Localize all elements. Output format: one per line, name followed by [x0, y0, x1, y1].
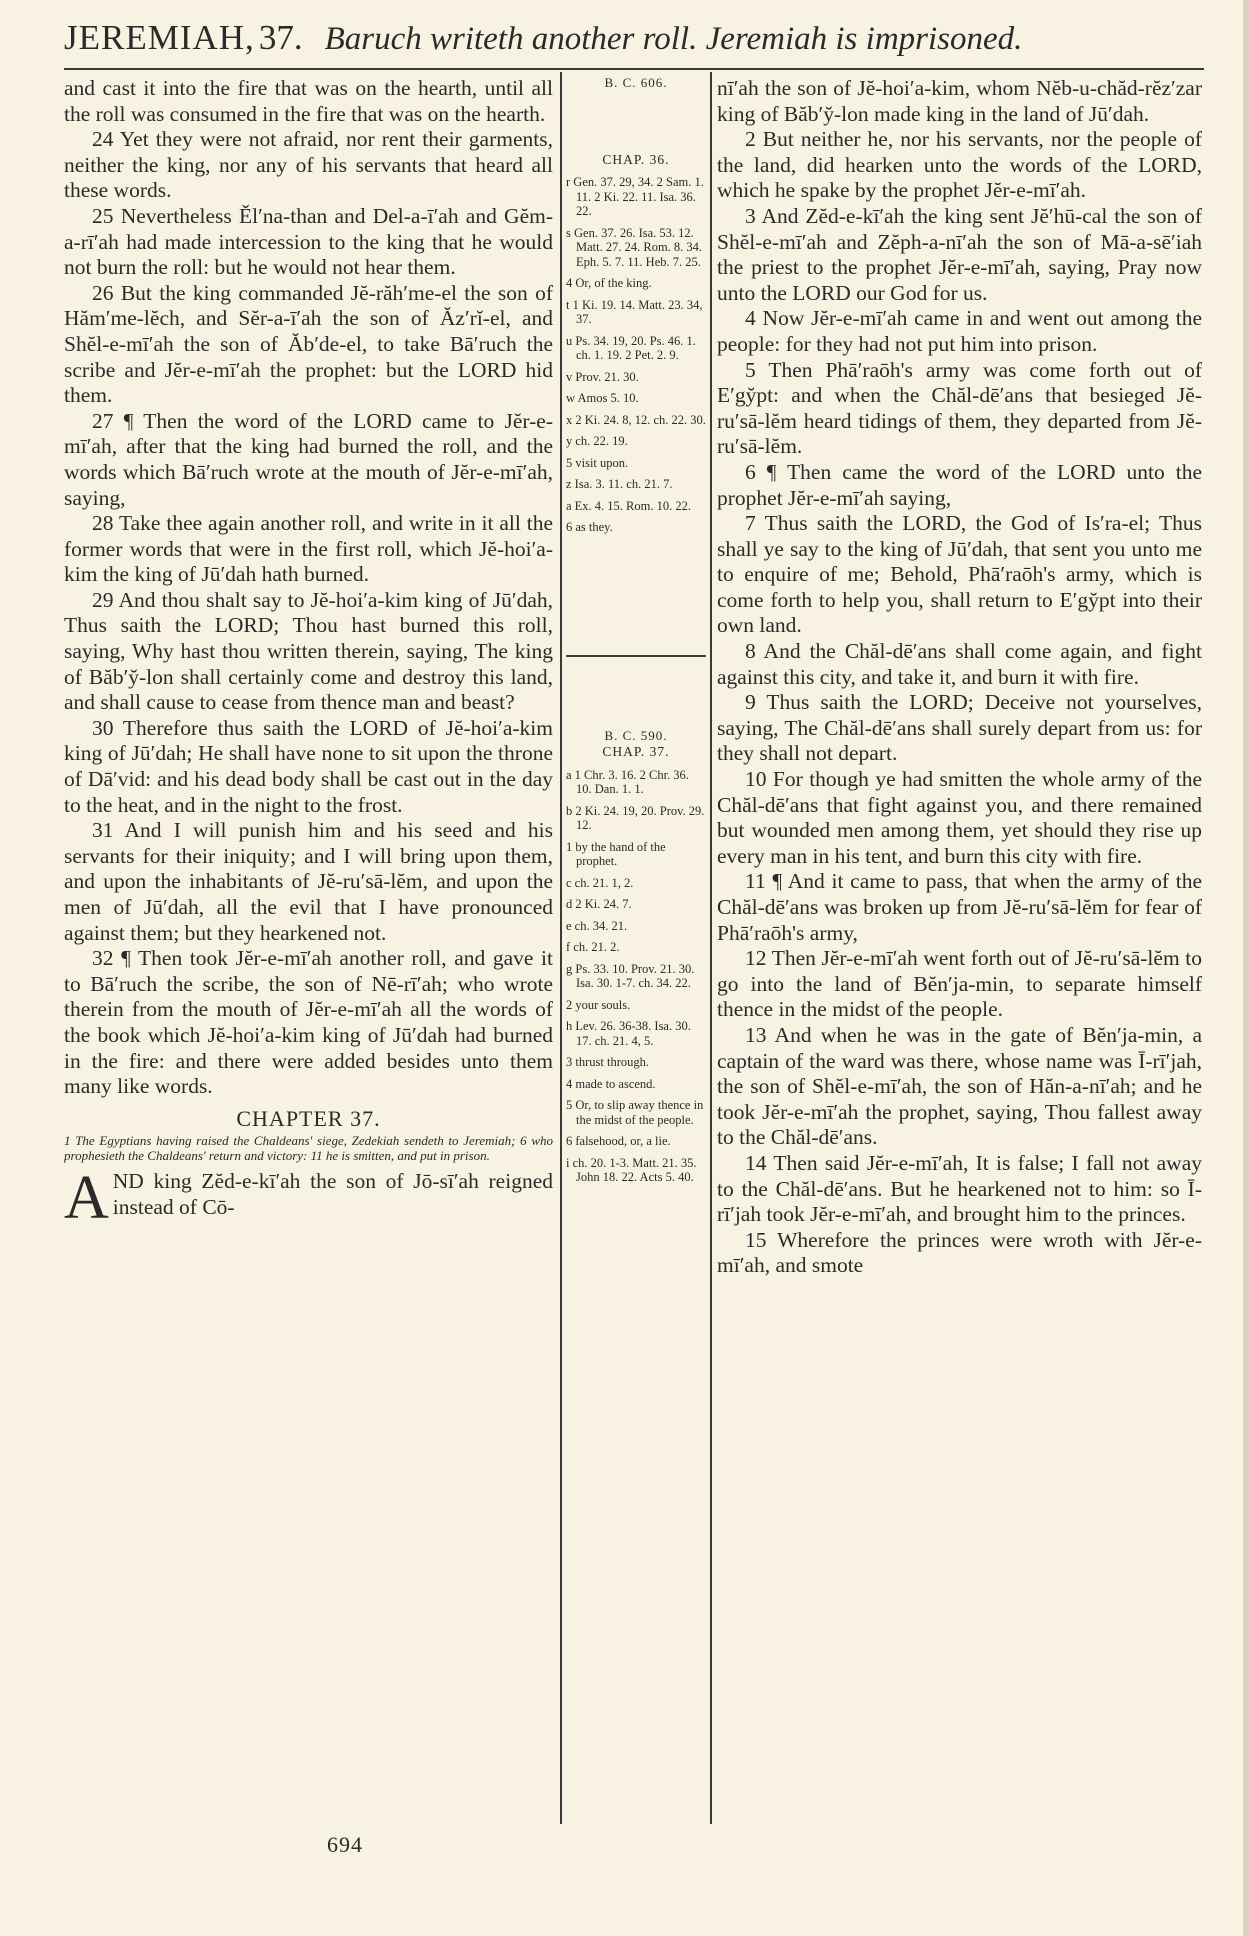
book-name: JEREMIAH,	[64, 18, 255, 57]
cross-reference: x 2 Ki. 24. 8, 12. ch. 22. 30.	[566, 412, 706, 427]
verse-3: 3 And Zĕd-e-kī′ah the king sent Jĕ′hū-cal the son of Shĕl-e-mī′ah and Zĕph-a-nī′ah the son of Mā-a-sē′iah the priest to the prophet Jĕr-e-mī′ah, saying, Pray now unto the LORD our God for us.	[717, 203, 1202, 305]
cross-reference: a 1 Chr. 3. 16. 2 Chr. 36. 10. Dan. 1. 1.	[566, 767, 689, 796]
cross-reference: f ch. 21. 2.	[566, 940, 620, 954]
references-bottom	[566, 768, 706, 1185]
verse-28: 28 Take thee again another roll, and write in it all the former words that were in the first roll, which Jĕ-hoi′a-kim the king of Jū′dah hath burned.	[64, 511, 553, 587]
date-label-top: B. C. 606.	[604, 76, 668, 90]
verse-29: 29 And thou shalt say to Jĕ-hoi′a-kim king of Jū′dah, Thus saith the LORD; Thou hast burned this roll, saying, Why hast thou written therein, saying, The king of Băb′y̆-lon shall certainly come and destroy this land, and shall cause to cease from thence man and beast?	[64, 587, 553, 715]
running-head	[64, 18, 1204, 68]
verse-text: and cast it into the fire that was on the hearth, until all the roll was consumed in the fire that was on the hearth.	[64, 76, 553, 126]
verse-4: 4 Now Jĕr-e-mī′ah came in and went out among the people: for they had not put him into prison.	[717, 306, 1202, 356]
cross-reference: y ch. 22. 19.	[566, 434, 628, 448]
verse-31: 31 And I will punish him and his seed and his servants for their iniquity; and I will bring upon them, and upon the inhabitants of Jĕ-ru′sā-lĕm, and upon the men of Jū′dah, all the evil that I have pronounced against them; but they hearkened not.	[64, 818, 553, 945]
verse-1	[64, 1164, 553, 1233]
verse-5: 5 Then Phā′raōh's army was come forth out of E′gy̆pt: and when the Chăl-dē′ans that besieged Jĕ-ru′sā-lĕm heard tidings of them, they departed from Jĕ-ru′sā-lĕm.	[717, 357, 1202, 459]
left-text-column	[64, 76, 553, 1826]
chapter-number: 37.	[258, 18, 303, 57]
chapter-label-bottom: CHAP. 37.	[602, 744, 670, 759]
page-number: 694	[327, 1832, 363, 1857]
cross-reference: d 2 Ki. 24. 7.	[566, 897, 632, 911]
cross-reference: c ch. 21. 1, 2.	[566, 875, 634, 890]
references-top	[566, 175, 706, 535]
cross-reference: 5 Or, to slip away thence in the midst of the people.	[566, 1098, 704, 1127]
verse-32: 32 ¶ Then took Jĕr-e-mī′ah another roll, and gave it to Bā′ruch the scribe, the son of Nē-rī′ah; who wrote therein from the mouth of Jĕr-e-mī′ah all the words of the book which Jĕ-hoi′a-kim king of Jū′dah had burned in the fire: and there were added besides unto them many like words.	[64, 946, 553, 1099]
verse-11: 11 ¶ And it came to pass, that when the army of the Chăl-dē′ans was broken up from Jĕ-ru′sā-lĕm for fear of Phā′raōh's army,	[717, 869, 1202, 945]
verse-1-continued: nī′ah the son of Jĕ-hoi′a-kim, whom Nĕb-u-chăd-rĕz′zar king of Băb′y̆-lon made king in the land of Jū′dah.	[717, 76, 1202, 126]
chapter-label-top: CHAP. 36.	[602, 151, 670, 167]
verse-1-text: ND king Zĕd-e-kī′ah the son of Jō-sī′ah reigned instead of Cō-	[112, 1169, 553, 1219]
verse-13: 13 And when he was in the gate of Bĕn′ja-min, a captain of the ward was there, whose name was Ī-rī′jah, the son of Shĕl-e-mī′ah, the son of Hăn-a-nī′ah; and he took Jĕr-e-mī′ah the prophet, saying, Thou fallest away to the Chăl-dē′ans.	[717, 1022, 1202, 1150]
page-summary: Baruch writeth another roll. Jeremiah is imprisoned.	[324, 21, 1023, 57]
verse-2: 2 But neither he, nor his servants, nor the people of the land, did hearken unto the words of the LORD, which he spake by the prophet Jĕr-e-mī′ah.	[717, 127, 1202, 203]
center-rule	[566, 655, 706, 657]
verse-8: 8 And the Chăl-dē′ans shall come again, and fight against this city, and take it, and burn it with fire.	[717, 639, 1202, 689]
cross-reference: a Ex. 4. 15. Rom. 10. 22.	[566, 498, 691, 513]
verse-14: 14 Then said Jĕr-e-mī′ah, It is false; I fall not away to the Chăl-dē′ans. But he hearkened not to him: so Ī-rī′jah took Jĕr-e-mī′ah, and brought him to the princes.	[717, 1150, 1202, 1227]
verse-12: 12 Then Jĕr-e-mī′ah went forth out of Jĕ-ru′sā-lĕm to go into the land of Bĕn′ja-min, to separate himself thence in the midst of the people.	[717, 946, 1202, 1022]
column-divider-right	[710, 72, 712, 1824]
verse-15: 15 Wherefore the princes were wroth with Jĕr-e-mī′ah, and smote	[717, 1227, 1202, 1278]
cross-reference: 3 thrust through.	[566, 1055, 649, 1069]
cross-reference: u Ps. 34. 19, 20. Ps. 46. 1. ch. 1. 19. 2 Pet. 2. 9.	[566, 333, 696, 362]
verse-27: 27 ¶ Then the word of the LORD came to Jĕr-e-mī′ah, after that the king had burned the roll, and the words which Bā′ruch wrote at the mouth of Jĕr-e-mī′ah, saying,	[64, 408, 553, 510]
verse-30: 30 Therefore thus saith the LORD of Jĕ-hoi′a-kim king of Jū′dah; He shall have none to sit upon the throne of Dā′vid: and his dead body shall be cast out in the day to the heat, and in the night to the frost.	[64, 715, 553, 817]
date-label-bottom: B. C. 590.	[604, 727, 668, 743]
verse-7: 7 Thus saith the LORD, the God of Is′ra-el; Thus shall ye say to the king of Jū′dah, that sent you unto me to enquire of me; Behold, Phā′raōh's army, which is come forth to help you, shall return to E′gy̆pt into their own land.	[717, 511, 1202, 638]
drop-cap: A	[64, 1164, 109, 1233]
verse-26: 26 But the king commanded Jĕ-răh′me-el the son of Hăm′me-lĕch, and Sĕr-a-ī′ah the son of Ăz′rĭ-el, and Shĕl-e-mī′ah the son of Ăb′de-el, to take Bā′ruch the scribe and Jĕr-e-mī′ah the prophet: but the LORD hid them.	[64, 280, 553, 408]
header-rule	[64, 68, 1204, 70]
cross-reference-column	[566, 76, 706, 1826]
cross-reference: z Isa. 3. 11. ch. 21. 7.	[566, 477, 673, 491]
column-divider-left	[560, 72, 562, 1824]
cross-reference: r Gen. 37. 29, 34. 2 Sam. 1. 11. 2 Ki. 22. 11. Isa. 36. 22.	[566, 175, 704, 218]
right-text-column	[717, 76, 1202, 1826]
cross-reference: v Prov. 21. 30.	[566, 369, 639, 384]
verse-9: 9 Thus saith the LORD; Deceive not yourselves, saying, The Chăl-dē′ans shall surely depart from us: for they shall not depart.	[717, 690, 1202, 766]
cross-reference: e ch. 34. 21.	[566, 918, 628, 933]
chapter-synopsis: 1 The Egyptians having raised the Chaldeans' siege, Zedekiah sendeth to Jeremiah; 6 who prophesieth the Chaldeans' return and victory: 11 he is smitten, and put in prison.	[64, 1133, 553, 1164]
cross-reference: 2 your souls.	[566, 997, 631, 1012]
page-edge	[1243, 0, 1249, 1936]
verse-10: 10 For though ye had smitten the whole army of the Chăl-dē′ans that fight against you, and there remained but wounded men among them, yet should they rise up every man in his tent, and burn this city with fire.	[717, 767, 1202, 868]
cross-reference: g Ps. 33. 10. Prov. 21. 30. Isa. 30. 1-7. ch. 34. 22.	[566, 961, 695, 990]
cross-reference: 6 as they.	[566, 520, 613, 534]
cross-reference: 6 falsehood, or, a lie.	[566, 1134, 671, 1148]
cross-reference: 5 visit upon.	[566, 455, 629, 470]
cross-reference: i ch. 20. 1-3. Matt. 21. 35. John 18. 22. Acts 5. 40.	[566, 1155, 697, 1184]
verse-6: 6 ¶ Then came the word of the LORD unto the prophet Jĕr-e-mī′ah saying,	[717, 459, 1202, 510]
cross-reference: 4 Or, of the king.	[566, 276, 652, 290]
cross-reference: h Lev. 26. 36-38. Isa. 30. 17. ch. 21. 4, 5.	[566, 1019, 691, 1048]
verse-25: 25 Nevertheless Ěl′na-than and Del-a-ī′ah and Gĕm-a-rī′ah had made intercession to the king that he would not burn the roll: but he would not hear them.	[64, 203, 553, 280]
verse-24: 24 Yet they were not afraid, nor rent their garments, neither the king, nor any of his servants that heard all these words.	[64, 127, 553, 203]
cross-reference: 1 by the hand of the prophet.	[566, 839, 666, 868]
cross-reference: t 1 Ki. 19. 14. Matt. 23. 34, 37.	[566, 297, 703, 326]
chapter-heading: CHAPTER 37.	[236, 1105, 381, 1131]
cross-reference: s Gen. 37. 26. Isa. 53. 12. Matt. 27. 24. Rom. 8. 34. Eph. 5. 7. 11. Heb. 7. 25.	[566, 225, 703, 269]
cross-reference: 4 made to ascend.	[566, 1076, 656, 1091]
cross-reference: w Amos 5. 10.	[566, 391, 639, 405]
cross-reference: b 2 Ki. 24. 19, 20. Prov. 29. 12.	[566, 803, 705, 832]
